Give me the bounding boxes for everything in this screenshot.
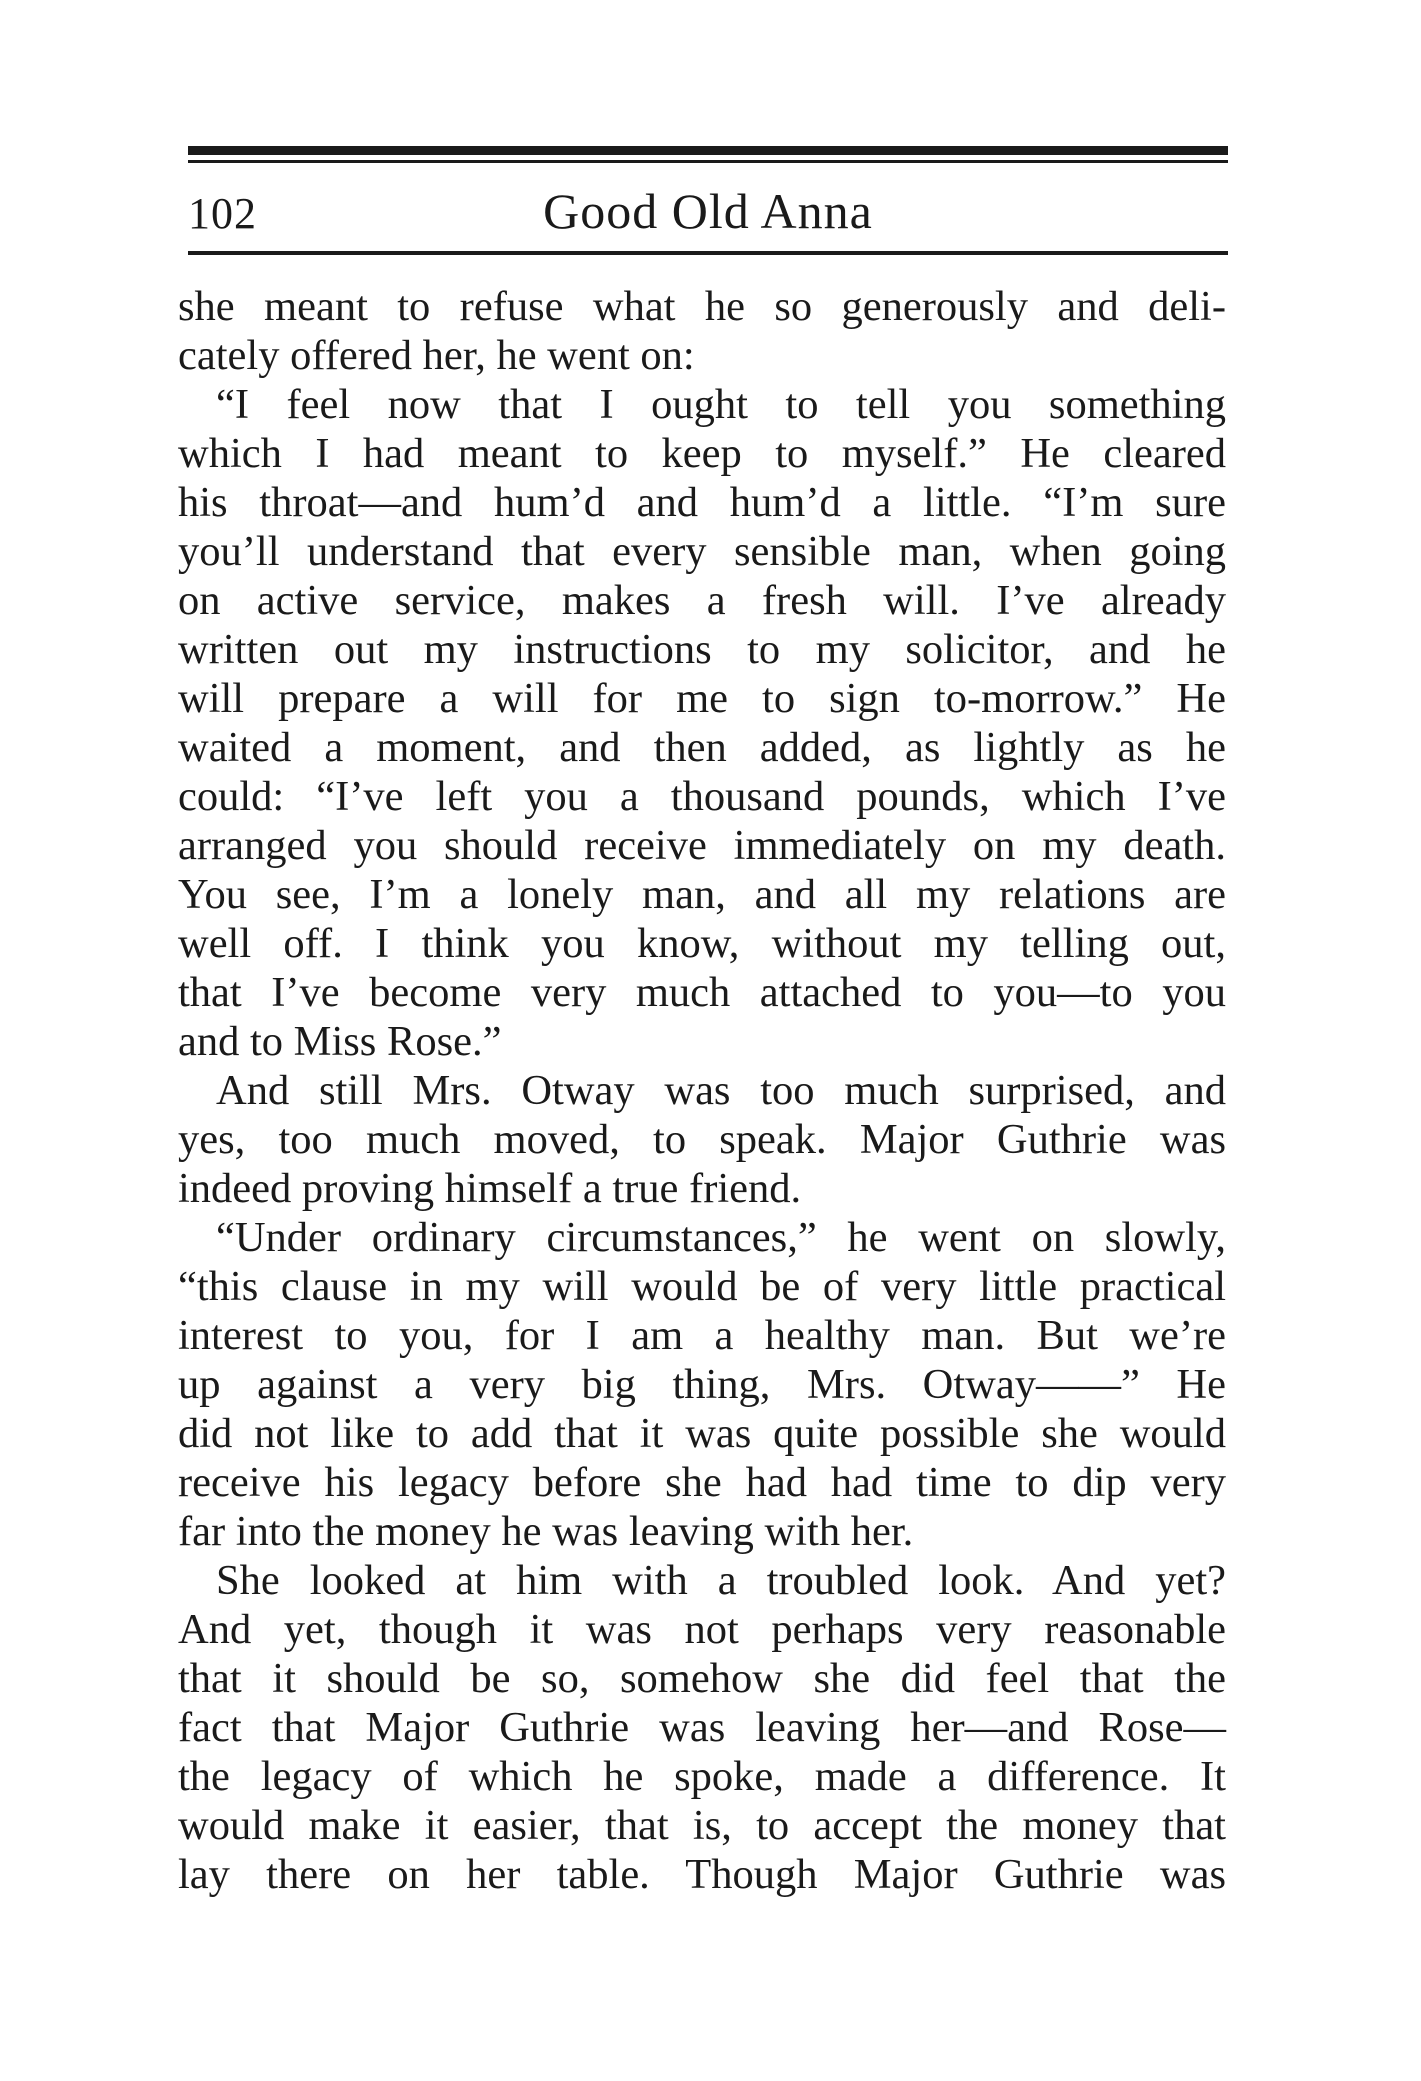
text-line: far into the money he was leaving with her. bbox=[178, 1508, 914, 1555]
text-line: she meant to refuse what he so generously and deli- bbox=[178, 283, 1226, 330]
text-line: which I had meant to keep to myself.” He cleared bbox=[178, 430, 1226, 477]
text-line: receive his legacy before she had had time to dip very bbox=[178, 1459, 1226, 1506]
text-line: indeed proving himself a true friend. bbox=[178, 1165, 802, 1212]
text-line: You see, I’m a lonely man, and all my relations are bbox=[178, 871, 1226, 918]
text-line: waited a moment, and then added, as lightly as he bbox=[178, 724, 1226, 771]
text-line: And yet, though it was not perhaps very reasonable bbox=[178, 1606, 1226, 1653]
text-line: could: “I’ve left you a thousand pounds, which I’ve bbox=[178, 773, 1226, 820]
header-rule-top-thin bbox=[188, 160, 1228, 163]
text-line: cately offered her, he went on: bbox=[178, 332, 695, 379]
text-line: did not like to add that it was quite possible she would bbox=[178, 1410, 1226, 1457]
text-line: well off. I think you know, without my telling out, bbox=[178, 920, 1226, 967]
text-line: interest to you, for I am a healthy man. But we’re bbox=[178, 1312, 1226, 1359]
text-line: up against a very big thing, Mrs. Otway——” He bbox=[178, 1361, 1226, 1408]
text-line: lay there on her table. Though Major Guthrie was bbox=[178, 1851, 1226, 1898]
text-line: on active service, makes a fresh will. I’ve already bbox=[178, 577, 1226, 624]
text-line: would make it easier, that is, to accept the money that bbox=[178, 1802, 1226, 1849]
text-line: his throat—and hum’d and hum’d a little. “I’m sure bbox=[178, 479, 1226, 526]
page-number: 102 bbox=[188, 189, 257, 238]
text-line: the legacy of which he spoke, made a difference. It bbox=[178, 1753, 1226, 1800]
text-line: written out my instructions to my solicitor, and he bbox=[178, 626, 1226, 673]
body-text bbox=[178, 282, 1226, 1899]
text-line: fact that Major Guthrie was leaving her—and Rose— bbox=[178, 1704, 1226, 1751]
page-header bbox=[188, 166, 1228, 248]
header-rule-top-thick bbox=[188, 146, 1228, 155]
text-line: “Under ordinary circumstances,” he went on slowly, bbox=[216, 1214, 1226, 1261]
text-line: will prepare a will for me to sign to-morrow.” He bbox=[178, 675, 1226, 722]
running-head-title: Good Old Anna bbox=[543, 183, 873, 239]
text-line: arranged you should receive immediately on my death. bbox=[178, 822, 1226, 869]
text-line: “this clause in my will would be of very little practical bbox=[178, 1263, 1226, 1310]
text-line: and to Miss Rose.” bbox=[178, 1018, 502, 1065]
text-line: that it should be so, somehow she did feel that the bbox=[178, 1655, 1226, 1702]
text-line: that I’ve become very much attached to you—to you bbox=[178, 969, 1226, 1016]
text-line: yes, too much moved, to speak. Major Guthrie was bbox=[178, 1116, 1226, 1163]
header-rule-bottom bbox=[188, 251, 1228, 255]
text-line: you’ll understand that every sensible man, when going bbox=[178, 528, 1226, 575]
text-line: She looked at him with a troubled look. And yet? bbox=[216, 1557, 1226, 1604]
text-line: “I feel now that I ought to tell you something bbox=[216, 381, 1226, 428]
text-line: And still Mrs. Otway was too much surprised, and bbox=[216, 1067, 1226, 1114]
